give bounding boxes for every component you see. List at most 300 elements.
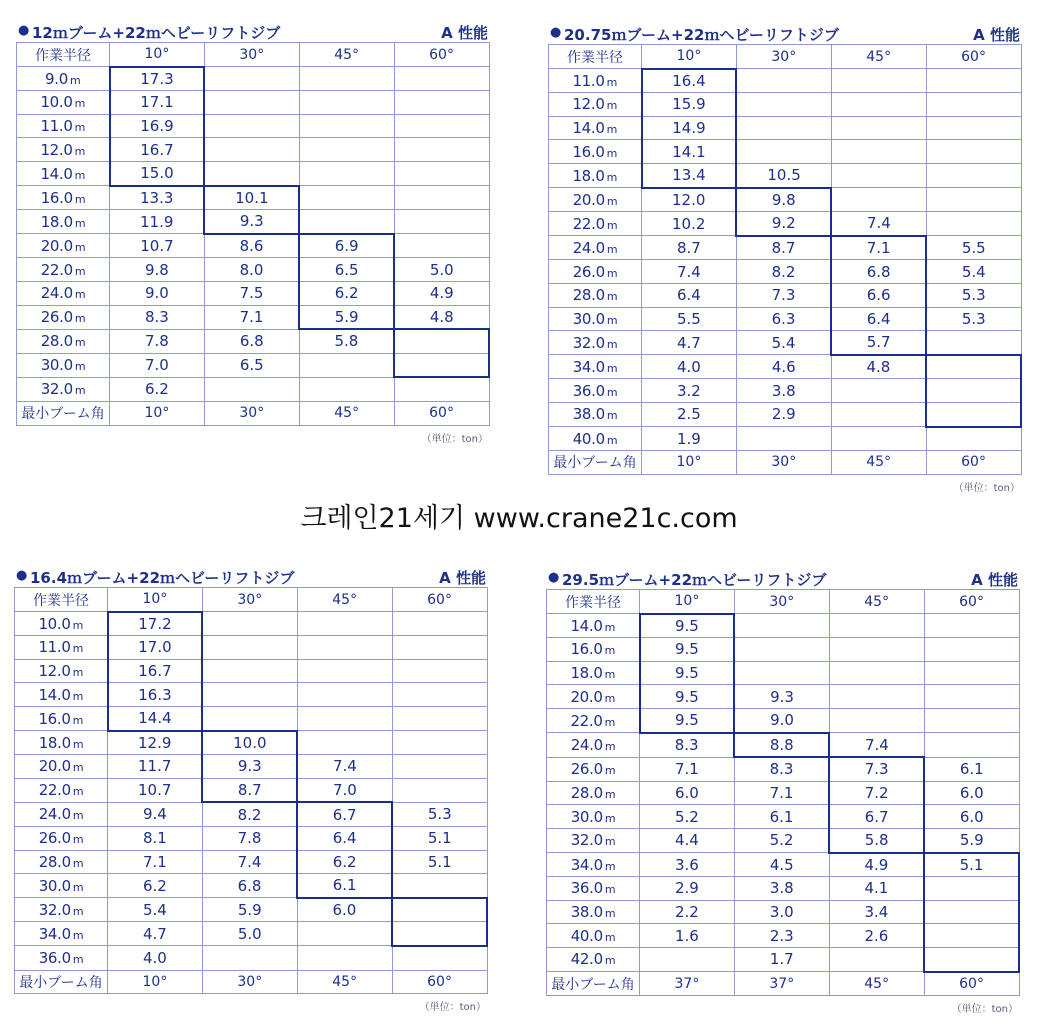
meter-unit: m	[72, 880, 84, 894]
table-row	[549, 331, 1022, 355]
capacity-cell	[392, 612, 487, 636]
capacity-cell	[926, 379, 1021, 403]
unit-note: （単位：ton）	[419, 1002, 486, 1014]
table-row	[15, 850, 488, 874]
capacity-cell: 8.7	[736, 236, 831, 260]
radius-cell	[15, 898, 108, 922]
radius-cell	[17, 329, 110, 353]
capacity-cell	[831, 116, 926, 140]
capacity-cell	[392, 636, 487, 660]
capacity-cell	[202, 946, 297, 970]
capacity-cell: 3.8	[736, 379, 831, 403]
radius-value: 22.0	[38, 781, 71, 800]
table-row	[547, 853, 1020, 877]
capacity-cell: 12.0	[642, 188, 737, 212]
table-row	[547, 757, 1020, 781]
radius-value: 26.0	[40, 308, 73, 327]
capacity-cell: 6.8	[202, 874, 297, 898]
meter-unit: m	[74, 240, 86, 254]
bullet-icon: ●	[18, 23, 30, 38]
capacity-cell: 4.5	[734, 853, 829, 877]
radius-cell	[15, 731, 108, 755]
meter-unit: m	[74, 168, 86, 182]
table-row	[549, 140, 1022, 164]
angle-header: 60°	[926, 45, 1021, 69]
angle-header: 45°	[299, 43, 394, 67]
capacity-cell: 7.0	[297, 778, 392, 802]
radius-cell	[549, 163, 642, 187]
capacity-cell	[829, 685, 924, 709]
capacity-cell: 7.1	[204, 305, 299, 329]
table-row	[17, 258, 490, 282]
capacity-cell: 3.2	[642, 379, 737, 403]
radius-value: 28.0	[38, 852, 71, 871]
performance-label: A 性能	[973, 26, 1020, 44]
table-row	[547, 661, 1020, 685]
capacity-cell: 13.4	[642, 163, 737, 187]
capacity-cell: 8.3	[640, 733, 735, 758]
capacity-cell: 8.2	[736, 260, 831, 284]
capacity-cell	[831, 140, 926, 164]
capacity-cell	[202, 706, 297, 730]
radius-value: 9.0	[45, 69, 69, 88]
capacity-cell	[926, 69, 1021, 93]
table-row	[17, 210, 490, 234]
capacity-cell: 17.3	[110, 67, 205, 91]
radius-cell	[549, 236, 642, 260]
capacity-cell: 9.5	[640, 661, 735, 685]
capacity-cell	[299, 138, 394, 162]
table-row	[17, 377, 490, 401]
capacity-cell: 6.6	[831, 283, 926, 307]
angle-header: 45°	[829, 590, 924, 614]
radius-value: 14.0	[40, 164, 73, 183]
capacity-cell: 9.8	[736, 188, 831, 212]
radius-value: 11.0	[40, 117, 73, 136]
bullet-icon: ●	[548, 570, 560, 585]
capacity-cell	[392, 778, 487, 802]
capacity-cell	[392, 706, 487, 730]
capacity-cell	[394, 186, 489, 210]
load-chart-panel-29-5m	[546, 567, 1020, 1015]
radius-value: 20.0	[572, 190, 605, 209]
radius-cell	[15, 706, 108, 730]
unit-note: （単位：ton）	[951, 1004, 1018, 1016]
meter-unit: m	[606, 385, 618, 399]
radius-value: 18.0	[40, 212, 73, 231]
capacity-cell	[734, 614, 829, 638]
capacity-cell	[299, 377, 394, 401]
meter-unit: m	[74, 360, 86, 374]
capacity-cell: 8.7	[642, 236, 737, 260]
radius-header: 作業半径	[549, 45, 642, 69]
capacity-cell	[204, 91, 299, 115]
capacity-cell: 16.7	[108, 659, 203, 683]
meter-unit: m	[606, 290, 618, 304]
capacity-cell	[394, 138, 489, 162]
radius-cell	[15, 874, 108, 898]
capacity-cell: 9.3	[204, 210, 299, 234]
capacity-cell: 16.9	[110, 114, 205, 138]
meter-unit: m	[72, 666, 84, 680]
radius-cell	[15, 683, 108, 707]
capacity-cell: 9.3	[734, 685, 829, 709]
radius-cell	[17, 186, 110, 210]
capacity-cell	[736, 427, 831, 451]
angle-header: 30°	[204, 43, 299, 67]
radius-value: 26.0	[570, 760, 603, 779]
meter-unit: m	[72, 689, 84, 703]
capacity-cell: 3.6	[640, 853, 735, 877]
radius-cell	[15, 755, 108, 779]
capacity-cell	[299, 114, 394, 138]
radius-cell	[17, 281, 110, 305]
angle-header: 45°	[297, 588, 392, 612]
radius-value: 38.0	[572, 405, 605, 424]
capacity-cell	[204, 67, 299, 91]
table-row	[549, 402, 1022, 426]
meter-unit: m	[604, 811, 616, 825]
capacity-cell: 12.9	[108, 731, 203, 755]
radius-cell	[547, 685, 640, 709]
capacity-cell: 5.5	[926, 236, 1021, 260]
radius-value: 18.0	[570, 664, 603, 683]
radius-cell	[15, 802, 108, 826]
capacity-cell: 9.2	[736, 212, 831, 236]
capacity-cell	[831, 163, 926, 187]
angle-header: 10°	[108, 588, 203, 612]
capacity-cell	[394, 329, 489, 353]
capacity-cell	[297, 659, 392, 683]
panel-title: 29.5ｍブーム+22ｍヘビーリフトジブ	[562, 571, 827, 589]
meter-unit: m	[72, 809, 84, 823]
meter-unit: m	[72, 928, 84, 942]
capacity-cell	[736, 69, 831, 93]
capacity-cell	[392, 731, 487, 755]
capacity-cell	[394, 234, 489, 258]
capacity-cell: 17.0	[108, 636, 203, 660]
capacity-cell: 5.1	[392, 826, 487, 850]
radius-value: 12.0	[38, 662, 71, 681]
capacity-cell: 9.0	[734, 708, 829, 732]
capacity-cell: 15.0	[110, 161, 205, 185]
capacity-cell: 10.0	[202, 731, 297, 755]
capacity-cell: 5.5	[642, 307, 737, 331]
min-angle-value: 60°	[394, 401, 489, 425]
min-angle-value: 30°	[204, 401, 299, 425]
table-row	[15, 636, 488, 660]
radius-value: 30.0	[38, 876, 71, 895]
meter-unit: m	[604, 644, 616, 658]
radius-cell	[549, 212, 642, 236]
radius-cell	[547, 757, 640, 781]
capacity-cell	[831, 379, 926, 403]
meter-unit: m	[606, 242, 618, 256]
capacity-cell: 4.8	[831, 355, 926, 379]
load-table	[546, 589, 1020, 996]
radius-cell	[15, 922, 108, 946]
capacity-cell: 4.4	[640, 828, 735, 852]
min-angle-value: 10°	[642, 451, 737, 475]
capacity-cell: 7.4	[297, 755, 392, 779]
radius-value: 24.0	[38, 805, 71, 824]
capacity-cell: 6.4	[831, 307, 926, 331]
meter-unit: m	[604, 954, 616, 968]
radius-cell	[549, 307, 642, 331]
meter-unit: m	[604, 835, 616, 849]
capacity-cell	[394, 353, 489, 377]
radius-cell	[549, 379, 642, 403]
radius-value: 32.0	[40, 380, 73, 399]
radius-cell	[17, 234, 110, 258]
radius-cell	[549, 116, 642, 140]
capacity-cell: 5.3	[392, 802, 487, 826]
load-table	[548, 44, 1022, 475]
table-row	[15, 922, 488, 946]
capacity-cell: 6.0	[924, 805, 1019, 829]
capacity-cell	[831, 188, 926, 212]
capacity-cell	[926, 188, 1021, 212]
radius-cell	[15, 850, 108, 874]
radius-cell	[547, 638, 640, 662]
radius-value: 34.0	[572, 357, 605, 376]
capacity-cell	[831, 93, 926, 117]
capacity-cell: 7.4	[829, 733, 924, 758]
capacity-cell	[829, 614, 924, 638]
capacity-cell: 17.2	[108, 612, 203, 636]
capacity-cell: 6.2	[110, 377, 205, 401]
table-row	[17, 305, 490, 329]
load-table	[14, 587, 488, 994]
min-angle-value: 60°	[924, 972, 1019, 996]
capacity-cell: 7.2	[829, 781, 924, 805]
capacity-cell	[926, 140, 1021, 164]
capacity-cell: 8.0	[204, 258, 299, 282]
table-header-row	[15, 588, 488, 612]
radius-value: 20.0	[40, 236, 73, 255]
radius-value: 16.0	[572, 142, 605, 161]
capacity-cell: 11.7	[108, 755, 203, 779]
table-row	[15, 659, 488, 683]
table-row	[17, 186, 490, 210]
radius-value: 28.0	[40, 332, 73, 351]
radius-cell	[17, 305, 110, 329]
capacity-cell	[297, 731, 392, 755]
radius-value: 38.0	[570, 903, 603, 922]
radius-value: 24.0	[40, 284, 73, 303]
radius-cell	[17, 114, 110, 138]
table-row	[547, 708, 1020, 732]
capacity-cell: 6.2	[297, 850, 392, 874]
radius-value: 10.0	[38, 614, 71, 633]
radius-value: 30.0	[570, 807, 603, 826]
table-row	[549, 236, 1022, 260]
capacity-cell: 8.6	[204, 234, 299, 258]
capacity-cell: 6.7	[829, 805, 924, 829]
meter-unit: m	[72, 642, 84, 656]
table-row	[15, 946, 488, 970]
capacity-cell	[926, 331, 1021, 355]
min-angle-value: 10°	[108, 970, 203, 994]
capacity-cell: 6.4	[297, 826, 392, 850]
load-table	[16, 42, 490, 426]
meter-unit: m	[606, 266, 618, 280]
capacity-cell: 6.0	[297, 898, 392, 922]
capacity-cell	[394, 161, 489, 185]
table-row	[15, 802, 488, 826]
capacity-cell	[392, 874, 487, 898]
table-row	[547, 614, 1020, 638]
radius-cell	[547, 924, 640, 948]
radius-value: 30.0	[572, 309, 605, 328]
capacity-cell: 1.6	[640, 924, 735, 948]
meter-unit: m	[604, 883, 616, 897]
capacity-cell: 16.3	[108, 683, 203, 707]
min-boom-angle-label: 最小ブーム角	[15, 970, 108, 994]
capacity-cell: 7.3	[736, 283, 831, 307]
radius-cell	[549, 188, 642, 212]
capacity-cell: 3.8	[734, 877, 829, 901]
table-row	[15, 612, 488, 636]
meter-unit: m	[604, 907, 616, 921]
radius-value: 11.0	[38, 638, 71, 657]
capacity-cell	[924, 900, 1019, 924]
table-row	[549, 163, 1022, 187]
capacity-cell: 6.2	[108, 874, 203, 898]
capacity-cell	[297, 683, 392, 707]
meter-unit: m	[604, 739, 616, 753]
radius-value: 12.0	[572, 95, 605, 114]
table-row	[15, 755, 488, 779]
table-header-row	[17, 43, 490, 67]
table-row	[549, 188, 1022, 212]
radius-value: 22.0	[572, 214, 605, 233]
radius-value: 24.0	[570, 735, 603, 754]
radius-value: 12.0	[40, 140, 73, 159]
capacity-cell	[394, 210, 489, 234]
radius-cell	[547, 733, 640, 758]
capacity-cell	[299, 161, 394, 185]
table-row	[547, 924, 1020, 948]
capacity-cell	[392, 659, 487, 683]
radius-cell	[547, 947, 640, 971]
min-boom-angle-row	[549, 451, 1022, 475]
capacity-cell	[924, 638, 1019, 662]
capacity-cell: 3.0	[734, 900, 829, 924]
radius-value: 26.0	[572, 262, 605, 281]
meter-unit: m	[606, 170, 618, 184]
radius-cell	[17, 210, 110, 234]
radius-value: 22.0	[40, 260, 73, 279]
meter-unit: m	[604, 691, 616, 705]
capacity-cell	[299, 91, 394, 115]
meter-unit: m	[604, 788, 616, 802]
capacity-cell: 4.0	[108, 946, 203, 970]
radius-cell	[547, 877, 640, 901]
capacity-cell	[926, 212, 1021, 236]
radius-value: 14.0	[570, 616, 603, 635]
capacity-cell	[736, 93, 831, 117]
angle-header: 10°	[640, 590, 735, 614]
unit-note: （単位：ton）	[953, 482, 1020, 494]
table-row	[17, 67, 490, 91]
capacity-cell	[394, 91, 489, 115]
capacity-cell: 6.0	[924, 781, 1019, 805]
angle-header: 10°	[110, 43, 205, 67]
capacity-cell	[831, 427, 926, 451]
capacity-cell	[392, 683, 487, 707]
meter-unit: m	[606, 313, 618, 327]
meter-unit: m	[74, 336, 86, 350]
meter-unit: m	[74, 384, 86, 398]
capacity-cell: 5.1	[392, 850, 487, 874]
table-row	[15, 706, 488, 730]
panel-title: 12ｍブーム+22ｍヘビーリフトジブ	[32, 24, 281, 42]
radius-cell	[549, 331, 642, 355]
meter-unit: m	[606, 75, 618, 89]
radius-value: 10.0	[40, 93, 73, 112]
meter-unit: m	[72, 904, 84, 918]
capacity-cell: 5.9	[202, 898, 297, 922]
radius-value: 32.0	[570, 831, 603, 850]
unit-note: （単位：ton）	[421, 433, 488, 445]
table-row	[549, 379, 1022, 403]
capacity-cell: 9.8	[110, 258, 205, 282]
capacity-cell: 5.3	[926, 283, 1021, 307]
capacity-cell	[926, 93, 1021, 117]
capacity-cell: 6.0	[640, 781, 735, 805]
meter-unit: m	[74, 192, 86, 206]
radius-cell	[547, 828, 640, 852]
table-row	[17, 329, 490, 353]
capacity-cell: 10.1	[204, 186, 299, 210]
radius-cell	[549, 427, 642, 451]
angle-header: 60°	[394, 43, 489, 67]
angle-header: 45°	[831, 45, 926, 69]
meter-unit: m	[606, 361, 618, 375]
capacity-cell: 2.2	[640, 900, 735, 924]
table-row	[17, 138, 490, 162]
min-angle-value: 37°	[640, 972, 735, 996]
capacity-cell: 16.4	[642, 69, 737, 93]
table-row	[17, 234, 490, 258]
table-row	[547, 947, 1020, 971]
capacity-cell	[392, 922, 487, 946]
angle-header: 30°	[736, 45, 831, 69]
meter-unit: m	[604, 715, 616, 729]
capacity-cell	[924, 614, 1019, 638]
capacity-cell: 8.7	[202, 778, 297, 802]
capacity-cell: 6.1	[924, 757, 1019, 781]
capacity-cell	[204, 161, 299, 185]
capacity-cell	[829, 638, 924, 662]
radius-cell	[549, 283, 642, 307]
capacity-cell: 6.1	[297, 874, 392, 898]
table-row	[547, 733, 1020, 758]
panel-title-bar	[14, 565, 488, 587]
radius-value: 18.0	[38, 733, 71, 752]
capacity-cell	[299, 353, 394, 377]
capacity-cell	[202, 659, 297, 683]
capacity-cell	[926, 116, 1021, 140]
capacity-cell: 10.7	[108, 778, 203, 802]
meter-unit: m	[606, 433, 618, 447]
radius-cell	[547, 614, 640, 638]
angle-header: 30°	[202, 588, 297, 612]
radius-value: 11.0	[572, 71, 605, 90]
radius-value: 30.0	[40, 356, 73, 375]
table-row	[549, 283, 1022, 307]
